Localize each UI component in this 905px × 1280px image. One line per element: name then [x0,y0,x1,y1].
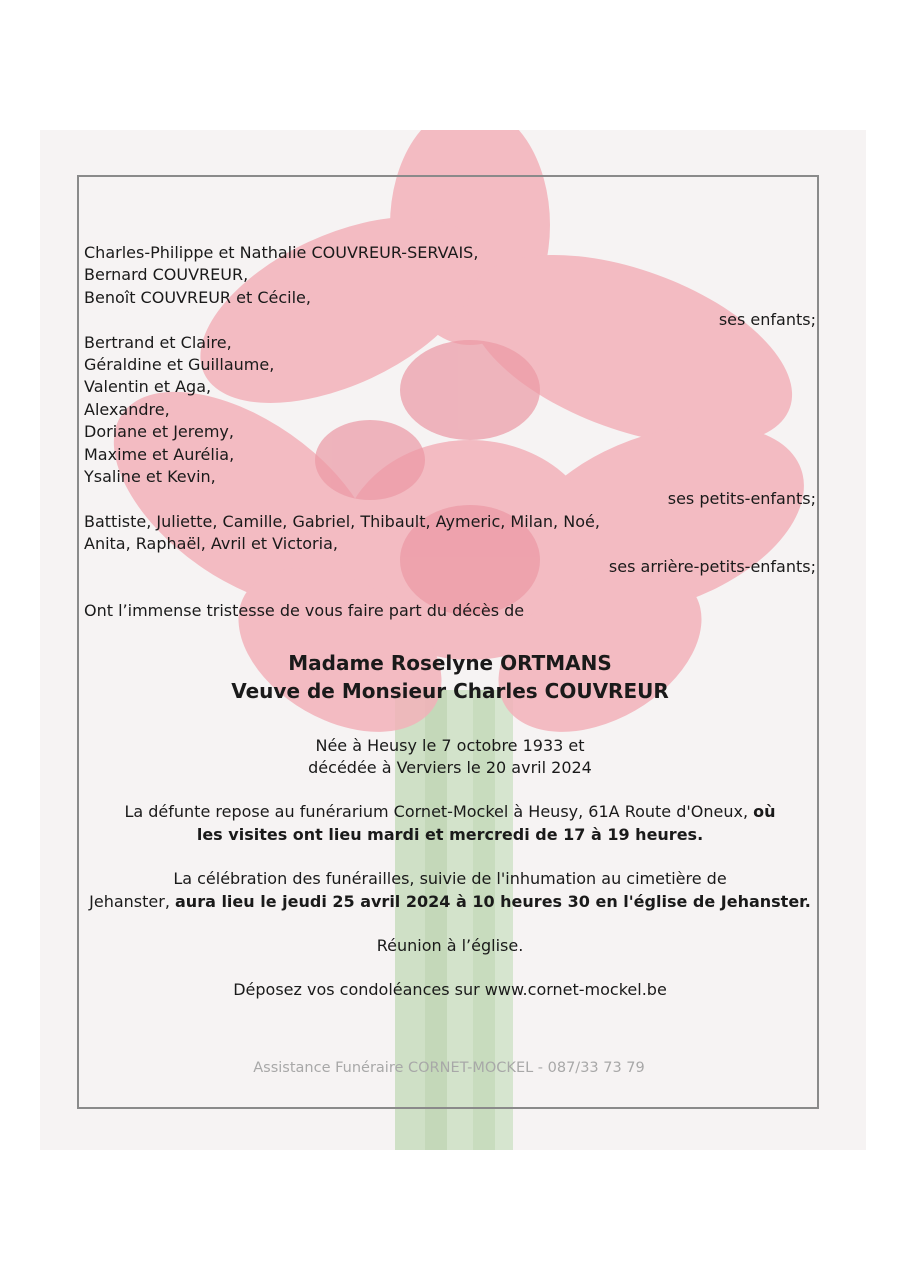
great-grandchildren-label: ses arrière-petits-enfants; [608,556,816,576]
footer-contact: Assistance Funéraire CORNET-MOCKEL - 087/33 73 79 [253,1060,645,1076]
notice-content [84,242,816,1002]
grandchildren-line: Maxime et Aurélia, [84,444,235,464]
grandchildren-line: Géraldine et Guillaume, [84,355,275,375]
ceremony-place: Jehanster, [89,891,175,911]
repose-line [84,801,816,823]
grandchildren-line: Alexandre, [84,399,170,419]
visits-line: les visites ont lieu mardi et mercredi de 17 à 19 heures. [196,824,704,844]
ceremony-details-line [84,891,816,913]
great-grandchildren-line: Anita, Raphaël, Avril et Victoria, [84,534,338,554]
deceased-name: Madame Roselyne ORTMANS [288,650,612,675]
ceremony-datetime: aura lieu le jeudi 25 avril 2024 à 10 heures 30 en l'église de Jehanster. [175,891,811,911]
announcement-text: Ont l’immense tristesse de vous faire part du décès de [84,601,525,621]
children-label: ses enfants; [718,310,816,330]
ceremony-line: La célébration des funérailles, suivie de l'inhumation au cimetière de [173,869,727,889]
repose-bold: où [753,802,776,822]
condolences-text: Déposez vos condoléances sur www.cornet-mockel.be [233,980,667,1000]
grandchildren-line: Ysaline et Kevin, [84,467,216,487]
great-grandchildren-line: Battiste, Juliette, Camille, Gabriel, Thibault, Aymeric, Milan, Noé, [84,511,600,531]
repose-text: La défunte repose au funérarium Cornet-Mockel à Heusy, 61A Route d'Oneux, [124,802,754,822]
children-line: Charles-Philippe et Nathalie COUVREUR-SERVAIS, [84,243,479,262]
children-line: Bernard COUVREUR, [84,265,249,285]
birth-line: Née à Heusy le 7 octobre 1933 et [315,735,585,755]
grandchildren-label: ses petits-enfants; [667,489,816,509]
deceased-widow-line: Veuve de Monsieur Charles COUVREUR [231,678,669,703]
reunion-text: Réunion à l’église. [376,935,524,955]
death-line: décédée à Verviers le 20 avril 2024 [308,757,592,777]
grandchildren-line: Doriane et Jeremy, [84,422,234,442]
grandchildren-line: Valentin et Aga, [84,377,212,397]
grandchildren-line: Bertrand et Claire, [84,332,232,352]
children-line: Benoît COUVREUR et Cécile, [84,287,311,307]
